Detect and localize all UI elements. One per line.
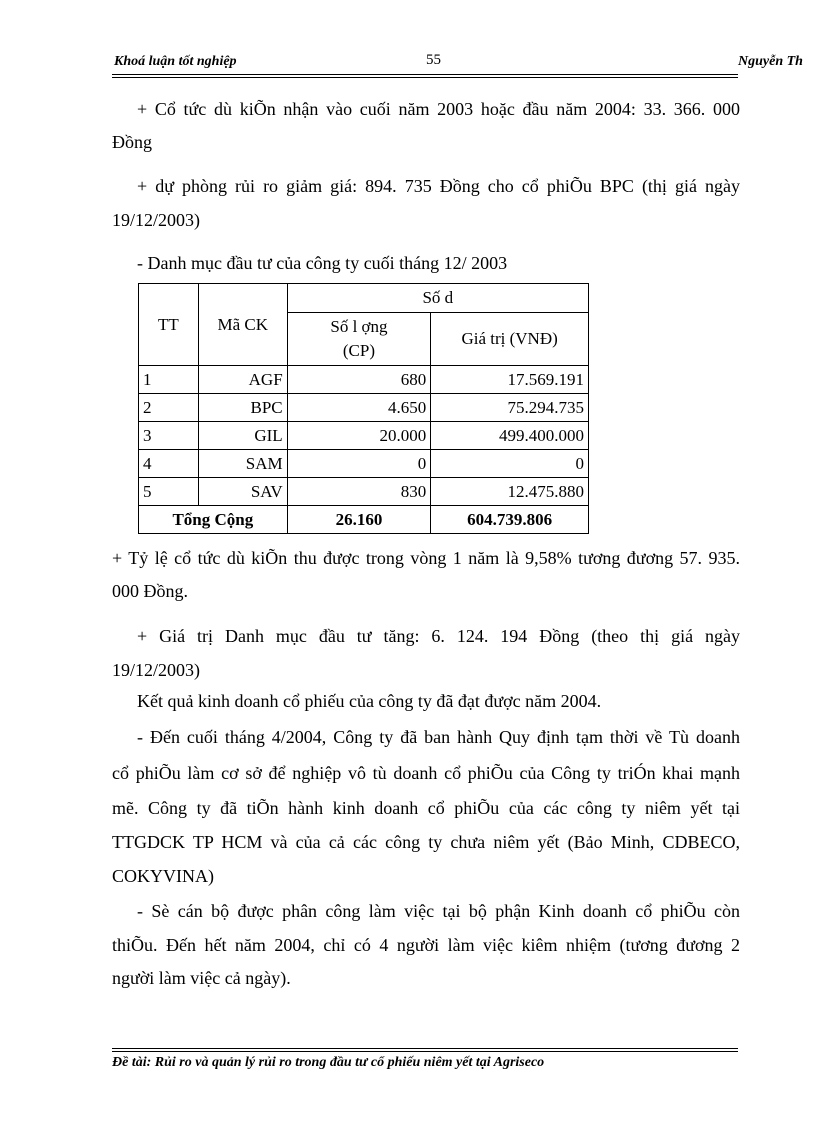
cell-ma-ck: GIL xyxy=(198,422,287,450)
cell-value: 75.294.735 xyxy=(431,394,589,422)
cell-ma-ck: BPC xyxy=(198,394,287,422)
cell-quantity: 0 xyxy=(287,450,431,478)
header-quantity xyxy=(287,313,431,366)
header-quantity-line1: Số l ợng xyxy=(330,317,388,336)
cell-tt: 1 xyxy=(139,366,199,394)
total-label: Tổng Cộng xyxy=(139,506,288,534)
cell-tt: 2 xyxy=(139,394,199,422)
header-rule-1 xyxy=(112,74,738,75)
table-row xyxy=(139,366,589,394)
paragraph-dividend-ratio-line1: + Tỷ lệ cổ tức dù kiÕn thu được trong vòng 1 năm là 9,58% tương đương 57. 935. xyxy=(112,548,740,568)
table-row xyxy=(139,478,589,506)
cell-tt: 4 xyxy=(139,450,199,478)
footer-topic: Đề tài: Rủi ro và quản lý rủi ro trong đầu tư cổ phiếu niêm yết tại Agriseco xyxy=(112,1055,545,1070)
total-value: 604.739.806 xyxy=(431,506,589,534)
table-row xyxy=(139,394,589,422)
total-quantity: 26.160 xyxy=(287,506,431,534)
paragraph-portfolio-value-line2: 19/12/2003) xyxy=(112,660,200,680)
footer-rule-2 xyxy=(112,1051,738,1052)
table-total-row xyxy=(139,506,589,534)
cell-ma-ck: AGF xyxy=(198,366,287,394)
header-left-title: Khoá luận tốt nghiệp xyxy=(114,54,237,69)
paragraph-staff-line3: người làm việc cả ngày). xyxy=(112,968,291,988)
cell-quantity: 20.000 xyxy=(287,422,431,450)
cell-value: 499.400.000 xyxy=(431,422,589,450)
paragraph-results-2004: Kết quả kinh doanh cổ phiếu của công ty đã đạt được năm 2004. xyxy=(137,691,602,711)
header-quantity-line2: (CP) xyxy=(342,341,376,360)
header-tt: TT xyxy=(139,284,199,366)
paragraph-dividend-ratio-line2: 000 Đồng. xyxy=(112,581,188,601)
header-ma-ck: Mã CK xyxy=(198,284,287,366)
paragraph-staff-line2: thiÕu. Đến hết năm 2004, chỉ có 4 người làm việc kiêm nhiệm (tương đương 2 xyxy=(112,935,740,955)
paragraph-provision-line2: 19/12/2003) xyxy=(112,210,200,230)
table-row xyxy=(139,422,589,450)
paragraph-regulation-line1: - Đến cuối tháng 4/2004, Công ty đã ban hành Quy định tạm thời về Tù doanh xyxy=(137,727,740,747)
paragraph-provision-line1: + dự phòng rủi ro giảm giá: 894. 735 Đồng cho cổ phiÕu BPC (thị giá ngày xyxy=(137,176,740,196)
cell-tt: 5 xyxy=(139,478,199,506)
paragraph-regulation-line5: COKYVINA) xyxy=(112,866,214,886)
paragraph-regulation-line3: mẽ. Công ty đã tiÕn hành kinh doanh cổ phiÕu của các công ty niêm yết tại xyxy=(112,798,740,818)
investment-portfolio-table xyxy=(138,283,589,534)
cell-tt: 3 xyxy=(139,422,199,450)
header-group-so-du: Số d xyxy=(287,284,588,313)
cell-value: 0 xyxy=(431,450,589,478)
cell-quantity: 830 xyxy=(287,478,431,506)
cell-ma-ck: SAV xyxy=(198,478,287,506)
paragraph-dividend-line2: Đồng xyxy=(112,132,152,152)
paragraph-portfolio-value-line1: + Giá trị Danh mục đầu tư tăng: 6. 124. 194 Đồng (theo thị giá ngày xyxy=(137,626,740,646)
table-caption: - Danh mục đầu tư của công ty cuối tháng 12/ 2003 xyxy=(137,253,508,273)
footer-rule-1 xyxy=(112,1048,738,1049)
header-right-author: Nguyễn Th xyxy=(738,54,803,69)
cell-value: 12.475.880 xyxy=(431,478,589,506)
paragraph-regulation-line4: TTGDCK TP HCM và của cả các công ty chưa niêm yết (Bảo Minh, CDBECO, xyxy=(112,832,740,852)
paragraph-dividend-line1: + Cổ tức dù kiÕn nhận vào cuối năm 2003 hoặc đầu năm 2004: 33. 366. 000 xyxy=(137,99,740,119)
header-rule-2 xyxy=(112,77,738,78)
cell-quantity: 4.650 xyxy=(287,394,431,422)
paragraph-staff-line1: - Sè cán bộ được phân công làm việc tại bộ phận Kinh doanh cổ phiÕu còn xyxy=(137,901,740,921)
cell-quantity: 680 xyxy=(287,366,431,394)
cell-value: 17.569.191 xyxy=(431,366,589,394)
cell-ma-ck: SAM xyxy=(198,450,287,478)
table-row xyxy=(139,450,589,478)
page-number: 55 xyxy=(426,52,441,68)
paragraph-regulation-line2: cổ phiÕu làm cơ sở để nghiệp vô tù doanh cổ phiÕu của Công ty triÓn khai mạnh xyxy=(112,763,740,783)
header-value: Giá trị (VNĐ) xyxy=(431,313,589,366)
table-header-row xyxy=(139,284,589,313)
